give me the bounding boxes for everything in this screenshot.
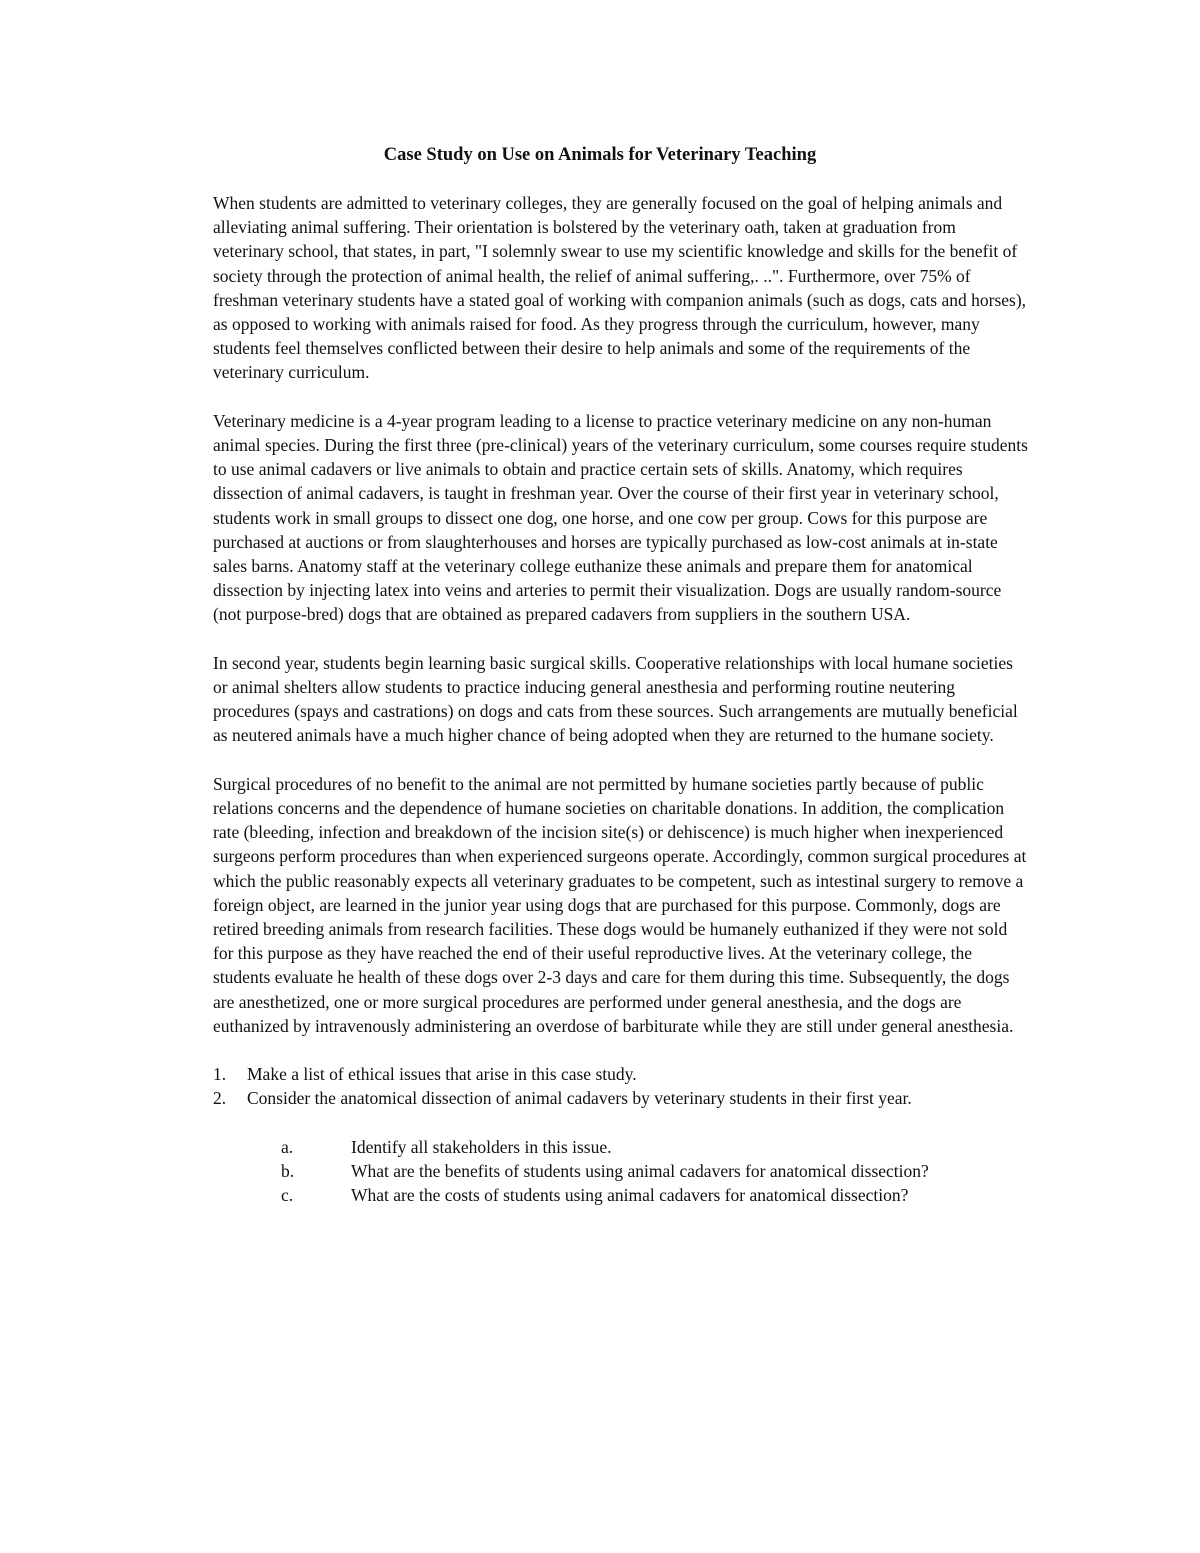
sub-question-letter: c.: [281, 1185, 294, 1206]
question-text: Consider the anatomical dissection of animal cadavers by veterinary students in their first year.: [247, 1088, 912, 1109]
paragraph-2: Veterinary medicine is a 4-year program leading to a license to practice veterinary medicine on any non-human animal species. During the first three (pre-clinical) years of the veterinary curriculum, some courses require students to use animal cadavers or live animals to obtain and practice certain sets of skills. Anatomy, which requires dissection of animal cadavers, is taught in freshman year. Over the course of their first year in veterinary school, students work in small groups to dissect one dog, one horse, and one cow per group. Cows for this purpose are purchased at auctions or from slaughterhouses and horses are typically purchased as low-cost animals at in-state sales barns. Anatomy staff at the veterinary college euthanize these animals and prepare them for anatomical dissection by injecting latex into veins and arteries to permit their visualization. Dogs are usually random-source (not purpose-bred) dogs that are obtained as prepared cadavers from suppliers in the southern USA.: [213, 410, 1028, 625]
document-title: Case Study on Use on Animals for Veterinary Teaching: [383, 145, 817, 165]
paragraph-4: Surgical procedures of no benefit to the animal are not permitted by humane societies partly because of public relations concerns and the dependence of humane societies on charitable donations. In addition, the complication rate (bleeding, infection and breakdown of the incision site(s) or dehiscence) is much higher when inexperienced surgeons perform procedures than when experienced surgeons operate. Accordingly, common surgical procedures at which the public reasonably expects all veterinary graduates to be competent, such as intestinal surgery to remove a foreign object, are learned in the junior year using dogs that are purchased for this purpose. Commonly, dogs are retired breeding animals from research facilities. These dogs would be humanely euthanized if they were not sold for this purpose as they have reached the end of their useful reproductive lives. At the veterinary college, the students evaluate he health of these dogs over 2-3 days and care for them during this time. Subsequently, the dogs are anesthetized, one or more surgical procedures are performed under general anesthesia, and the dogs are euthanized by intravenously administering an overdose of barbiturate while they are still under general anesthesia.: [213, 773, 1027, 1036]
sub-question-text: What are the costs of students using animal cadavers for anatomical dissection?: [351, 1185, 909, 1206]
sub-question-text: What are the benefits of students using animal cadavers for anatomical dissection?: [351, 1161, 929, 1182]
document-body: [213, 191, 1029, 1207]
sub-question-letter: a.: [281, 1136, 294, 1157]
sub-question-list: [247, 1135, 1029, 1208]
question-item-2: [213, 1086, 1029, 1207]
sub-question-item-a: [247, 1135, 1029, 1159]
question-number: 2.: [213, 1088, 227, 1109]
question-number: 1.: [213, 1064, 227, 1085]
question-item-1: [213, 1062, 1029, 1086]
paragraph-1: When students are admitted to veterinary colleges, they are generally focused on the goal of helping animals and alleviating animal suffering. Their orientation is bolstered by the veterinary oath, taken at graduation from veterinary school, that states, in part, "I solemnly swear to use my scientific knowledge and skills for the benefit of society through the protection of animal health, the relief of animal suffering,. ..". Furthermore, over 75% of freshman veterinary students have a stated goal of working with companion animals (such as dogs, cats and horses), as opposed to working with animals raised for food. As they progress through the curriculum, however, many students feel themselves conflicted between their desire to help animals and some of the requirements of the veterinary curriculum.: [213, 193, 1027, 383]
sub-question-item-b: [247, 1159, 1029, 1183]
sub-question-letter: b.: [281, 1161, 295, 1182]
sub-question-item-c: [247, 1183, 1029, 1207]
question-text: Make a list of ethical issues that arise in this case study.: [247, 1064, 637, 1085]
paragraph-3: In second year, students begin learning basic surgical skills. Cooperative relationships with local humane societies or animal shelters allow students to practice inducing general anesthesia and performing routine neutering procedures (spays and castrations) on dogs and cats from these sources. Such arrangements are mutually beneficial as neutered animals have a much higher chance of being adopted when they are returned to the humane society.: [213, 652, 1018, 746]
sub-question-text: Identify all stakeholders in this issue.: [351, 1136, 612, 1157]
question-list: [213, 1062, 1029, 1207]
